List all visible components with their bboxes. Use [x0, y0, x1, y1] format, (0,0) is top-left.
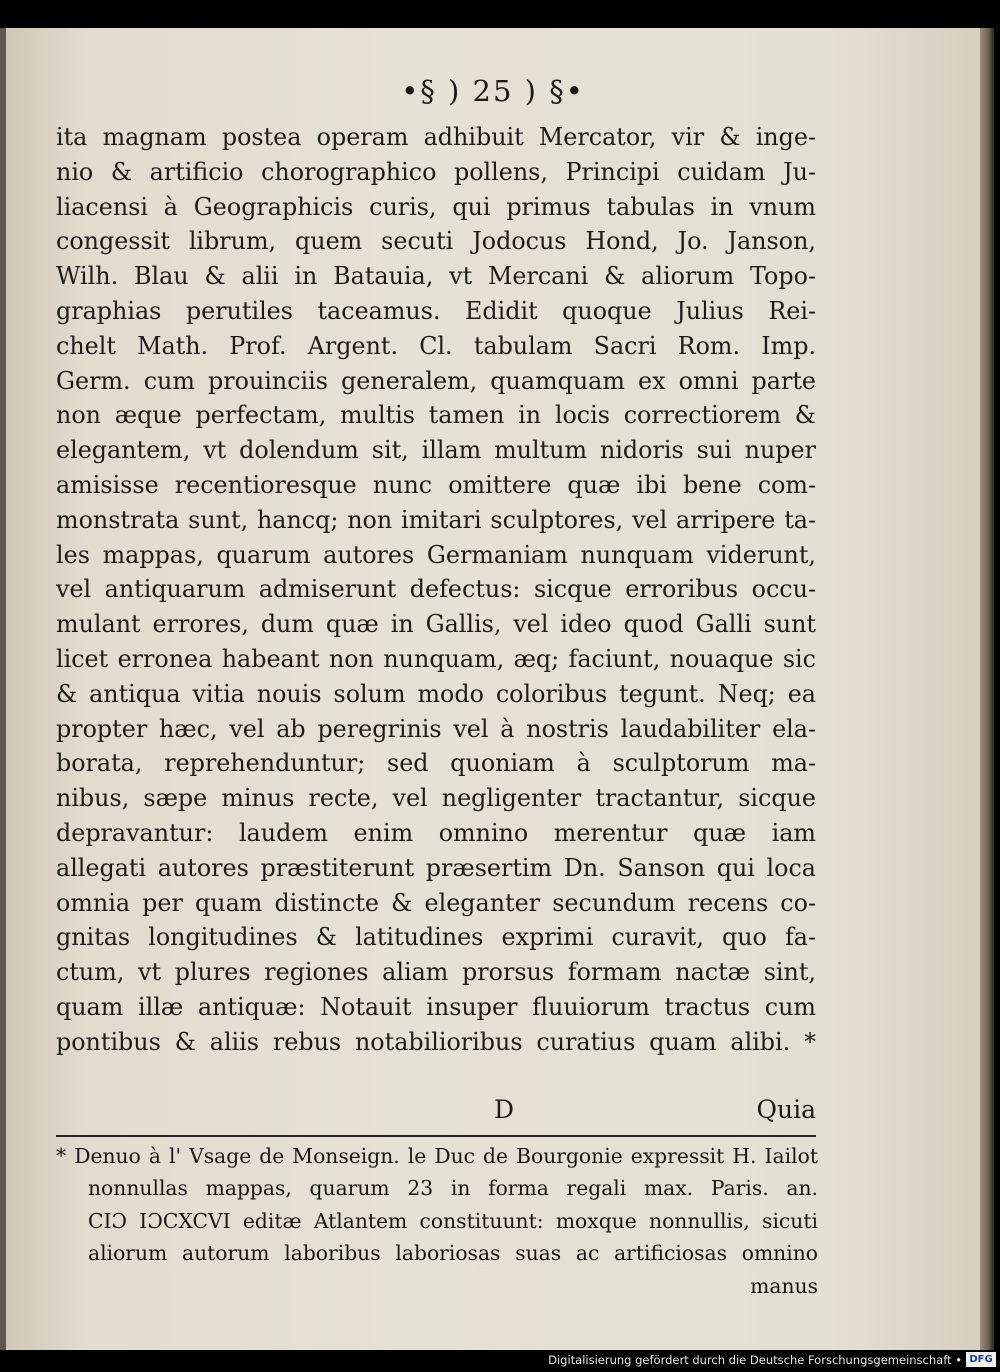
text-line: ctum, vt plures regiones aliam prorsus formam nactæ sint,	[56, 958, 816, 987]
text-line: nibus, sæpe minus recte, vel negligenter tractantur, sicque	[56, 784, 816, 813]
text-line: graphias perutiles taceamus. Edidit quoque Julius Rei-	[56, 296, 816, 325]
text-line: elegantem, vt dolendum sit, illam multum nidoris sui nuper	[56, 436, 816, 465]
footnote-catchword: manus	[750, 1273, 818, 1298]
text-line: licet erronea habeant non nunquam, æq; faciunt, nouaque sic	[56, 644, 816, 673]
text-line: borata, reprehenduntur; sed quoniam à sculptorum ma-	[56, 749, 816, 778]
signature-row	[56, 1095, 816, 1131]
text-line: propter hæc, vel ab peregrinis vel à nostris laudabiliter ela-	[56, 714, 816, 743]
text-line: congessit librum, quem secuti Jodocus Hond, Jo. Janson,	[56, 227, 816, 256]
footnote-line: * Denuo à l' Vsage de Monseign. le Duc de Bourgonie expressit H. Iailot	[56, 1144, 818, 1168]
text-line: gnitas longitudines & latitudines exprimi curavit, quo fa-	[56, 923, 816, 952]
text-line: allegati autores præstiterunt præsertim Dn. Sanson qui loca	[56, 853, 816, 882]
footnote	[56, 1140, 818, 1302]
text-line: amisisse recentioresque nunc omittere quæ ibi bene com-	[56, 470, 816, 499]
footnote-line: CIƆ IƆCXCVI editæ Atlantem constituunt: moxque nonnullis, sicuti	[88, 1208, 818, 1233]
text-line: monstrata sunt, hancq; non imitari sculptores, vel arripere ta-	[56, 505, 816, 534]
text-line: Wilh. Blau & alii in Batauia, vt Mercani & aliorum Topo-	[56, 262, 816, 291]
text-line: ita magnam postea operam adhibuit Mercator, vir & inge-	[56, 123, 816, 151]
text-line: vel antiquarum admiserunt defectus: sicque erroribus occu-	[56, 575, 816, 604]
text-line: pontibus & aliis rebus notabilioribus curatius quam alibi. *	[56, 1027, 816, 1056]
text-line: nio & artificio chorographico pollens, Principi cuidam Ju-	[56, 157, 816, 186]
text-line: & antiqua vitia nouis solum modo coloribus tegunt. Neq; ea	[56, 679, 816, 708]
book-page	[6, 28, 980, 1350]
text-line: chelt Math. Prof. Argent. Cl. tabulam Sacri Rom. Imp.	[56, 331, 816, 360]
catchword: Quia	[756, 1095, 816, 1124]
text-line: depravantur: laudem enim omnino merentur quæ iam	[56, 818, 816, 847]
text-line: omnia per quam distincte & eleganter secundum recens co-	[56, 888, 816, 917]
text-line: non æque perfectam, multis tamen in locis correctiorem &	[56, 401, 816, 430]
footer-bar	[0, 1350, 1000, 1372]
digitization-credit: Digitalisierung gefördert durch die Deutsche Forschungsgemeinschaft •	[548, 1353, 962, 1367]
footnote-line: nonnullas mappas, quarum 23 in forma regali max. Paris. an.	[88, 1176, 818, 1201]
dfg-logo: DFG	[966, 1352, 996, 1367]
footnote-rule	[56, 1135, 816, 1137]
text-line: Germ. cum prouinciis generalem, quamquam ex omni parte	[56, 366, 816, 395]
body-text	[56, 120, 816, 1060]
signature-mark: D	[494, 1095, 515, 1124]
page-header: •§ ) 25 ) §•	[401, 74, 585, 108]
text-line: liacensi à Geographicis curis, qui primus tabulas in vnum	[56, 192, 816, 221]
right-book-edge	[980, 28, 994, 1350]
text-line: mulant errores, dum quæ in Gallis, vel ideo quod Galli sunt	[56, 610, 816, 639]
text-line: quam illæ antiquæ: Notauit insuper fluuiorum tractus cum	[56, 992, 816, 1021]
footnote-line: aliorum autorum laboribus laboriosas suas ac artificiosas omnino	[88, 1241, 818, 1266]
text-line: les mappas, quarum autores Germaniam nunquam viderunt,	[56, 540, 816, 569]
